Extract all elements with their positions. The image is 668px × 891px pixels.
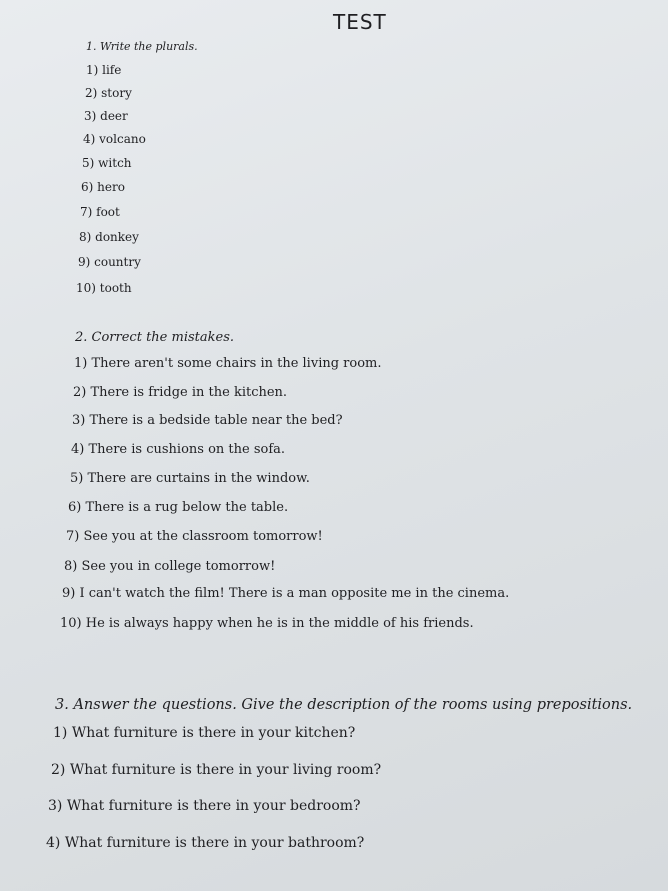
mistake-item: 8) See you in college tomorrow! [64,559,276,574]
mistake-item: 5) There are curtains in the window. [70,471,310,486]
mistake-item: 6) There is a rug below the table. [68,500,289,515]
section-1-heading: 1. Write the plurals. [86,40,198,53]
plural-item: 4) volcano [83,132,146,146]
plural-item: 7) foot [80,205,120,219]
plural-item: 8) donkey [79,230,139,244]
section-3-heading: 3. Answer the questions. Give the description of the rooms using prepositions. [55,697,633,713]
mistake-item: 7) See you at the classroom tomorrow! [66,529,323,544]
page-title: TEST [333,10,387,34]
section-2-heading: 2. Correct the mistakes. [75,330,234,345]
plural-item: 2) story [85,86,132,100]
plural-item: 1) life [86,63,122,77]
question-item: 3) What furniture is there in your bedroom? [48,798,361,814]
question-item: 1) What furniture is there in your kitchen? [53,725,356,741]
mistake-item: 4) There is cushions on the sofa. [71,442,286,457]
mistake-item: 2) There is fridge in the kitchen. [73,385,288,400]
mistake-item: 10) He is always happy when he is in the middle of his friends. [60,616,474,631]
mistake-item: 1) There aren't some chairs in the living room. [74,356,382,371]
plural-item: 9) country [78,255,141,269]
plural-item: 5) witch [82,156,132,170]
mistake-item: 3) There is a bedside table near the bed? [72,413,343,428]
plural-item: 6) hero [81,180,125,194]
question-item: 2) What furniture is there in your living room? [51,762,382,778]
plural-item: 10) tooth [76,281,132,295]
question-item: 4) What furniture is there in your bathroom? [46,835,365,851]
plural-item: 3) deer [84,109,128,123]
mistake-item: 9) I can't watch the film! There is a man opposite me in the cinema. [62,586,510,601]
